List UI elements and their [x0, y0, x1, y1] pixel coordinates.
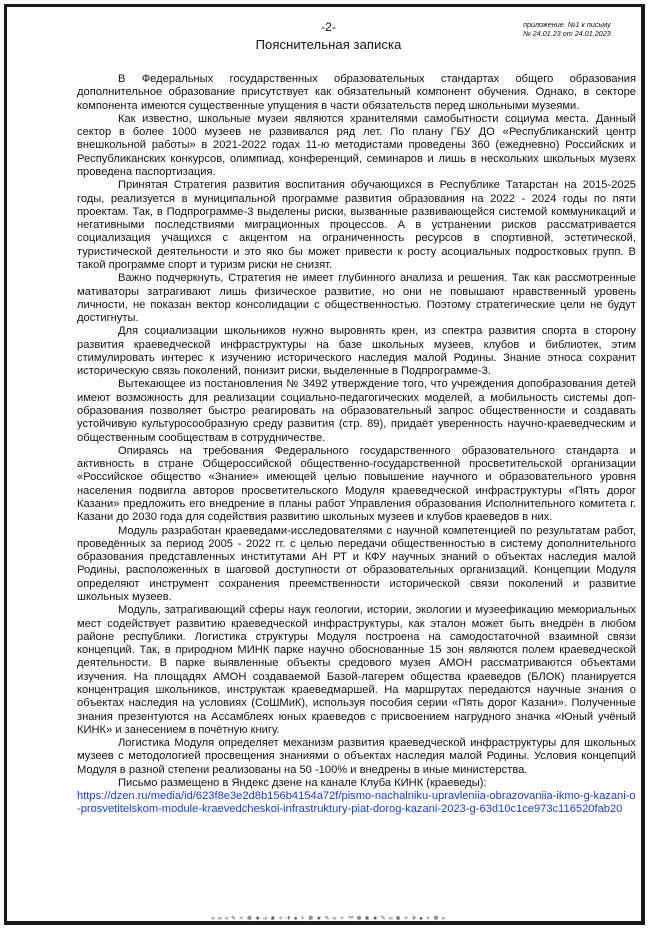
paragraph: В Федеральных государственных образовательных стандартах общего образования дополнительное образование присутствует как обязательный компонент обучения. Однако, в секторе компонента имеются существенные упущения в части обязательств перед школьными музеями. — [77, 73, 636, 112]
paragraph: Важно подчеркнуть, Стратегия не имеет глубинного анализа и решения. Так как рассмотренные мативаторы затрагивают лишь физическое развитие, но они не повышают нравственный уровень личности, не показан вектор консолидации с общественностью. Поэтому стратегические цели не будут достигнуты. — [77, 272, 636, 325]
paragraph: Для социализации школьников нужно выровнять крен, из спектра развития спорта в сторону развития краеведческой инфраструктуры на базе школьных музеев, клубов и библиотек, этим стимулировать интерес к изучению исторического наследия малой Родины. Знание этноса сохранит историческую связь поколений, понизит риски, выделенные в Подпрограмме-3. — [77, 325, 636, 378]
document-body — [77, 73, 636, 817]
paragraph: Логистика Модуля определяет механизм развития краеведческой инфраструктуры для школьных музеев с методологией просвещения знаниями о объектах наследия малой Родины. Условия концепций Модуля в разной степени реализованы на 50 -100% и внедрены в иные министерства. — [77, 737, 636, 776]
paragraph: Модуль разработан краеведами-исследователями с научной компетенцией по результатам работ, проведённых за период 2005 - 2022 гг. с целью передачи общественностью в систему дополнительного образования представленных институтами АН РТ и КФУ научных знаний о объектах наследия малой Родины, расположенных в шаговой доступности от образовательных организаций. Концепции Модуля определяют инструмент сохранения преемственности исторической связи поколений и развитие школьных музеев. — [77, 524, 636, 603]
dzen-article-link[interactable]: https://dzen.ru/media/id/623f8e3e2d8b156b4154a72f/pismo-nachalniku-upravleniia-obrazovaniia-ikmo-g-kazani-o-prosvetitelskom-module-kraevedcheskoi-infrastruktury-piat-dorog-kazani-2023-g-63d10c1ce973c116520fab20 — [77, 790, 636, 816]
paragraph: Модуль, затрагивающий сферы наук геологии, истории, экологии и музеефикацию мемориальных мест содействует развитию краеведческой инфраструктуры, как эталон может быть внедрён в любом районе республики. Логистика структуры Модуля построена на самодостаточной взаимной связи концепций. Так, в природном МИНК парке научно обоснованные 15 зон являются полем краеведческой деятельности. В парке выявленные объекты средового музея АМОН рассматриваются объектами изучения. На площадях АМОН создаваемой Базой-лагерем общества краеведов (БЛОК) планируется концентрация школьников, инструктаж краеведмаршей. На маршрутах передаются научные знания о объектах наследия на условиях (СоШМиК), используя пособия серии «Пять дорог Казани». Полученные знания презентуются на Ассамблеях юных краеведов с присвоением нагрудного значка «Юный учёный КИНК» и занесением в почётную книгу. — [77, 604, 636, 736]
attachment-note — [523, 20, 637, 38]
paragraph: Письмо размещено в Яндекс дзене на канале Клуба КИНК (краеведы): — [118, 776, 487, 789]
paragraph: Опираясь на требования Федерального государственного образовательного стандарта и активность в стране Общероссийской общественно-государственной просветительской организации «Российское общество «Знание» имеющей целью повышение научного и образовательного уровня населения подвигла авторов просветительского Модуля краеведческой инфраструктуры «Пять дорог Казани» предложить его внедрение в планы работ Управления образования Исполнительного комитета г. Казани до 2030 года для содействия развитию школьных музеев и клубов краеведов в них. — [77, 444, 636, 524]
page-number: -2- — [321, 20, 336, 34]
attachment-note-line-2: № 24.01.23 от 24.01.2023 — [523, 29, 611, 38]
page-title: Пояснительная записка — [255, 37, 402, 52]
paragraph: Принятая Стратегия развития воспитания обучающихся в Республике Татарстан на 2015-2025 годы, реализуется в муниципальной программе развития образования на 2022 - 2024 годы по пяти проектам. Так, в Подпрограмме-3 выделены риски, вызванные развивающейся системой коммуникаций и негативными последствиями миграционных процессов. А в устранении рисков рассматривается социализация учащихся с акцентом на ограниченность ресурсов в спортивной, эстетической, туристической деятельности и это яко бы может привести к росту асоциальных подростковых групп. В такой программе спорт и туризм риски не снизят. — [77, 179, 636, 271]
paragraph: Вытекающее из постановления № 3492 утверждение того, что учреждения допобразования детей имеют возможность для реализации социально-педагогических моделей, а мобильность системы доп-образования позволяет быстро реагировать на образовательный запрос общественности и создавать устойчивую культуросообразную среду развития (стр. 89), придаёт уверенность научно-краеведческим и общественным сообществам в сотрудничестве. — [77, 378, 636, 444]
paragraph: Как известно, школьные музеи являются хранителями самобытности социума места. Данный сектор в более 1000 музеев не развивался ряд лет. По плану ГБУ ДО «Республиканский центр внешкольной работы» в 2021-2022 годах 11-ю методистами проведены 360 (ежедневно) Российских и Республиканских конкурсов, олимпиад, конференций, семинаров и лишь в нескольких школьных музеях проведена паспортизация. — [77, 112, 636, 178]
decorative-footer-ornament: « ∞ » ✎ ✧ ☸ ★ ∞ ❀ ✧ ✈ ♠ ✧ ☸ ★ ✎ ∞ ✧ ™ ☸ ❀ ★ ✎ ∞ ❀ ✧ ✈ ♠ ✧ ☸ » — [211, 916, 446, 922]
attachment-note-line-1: приложение. №1 к письму — [523, 20, 611, 29]
